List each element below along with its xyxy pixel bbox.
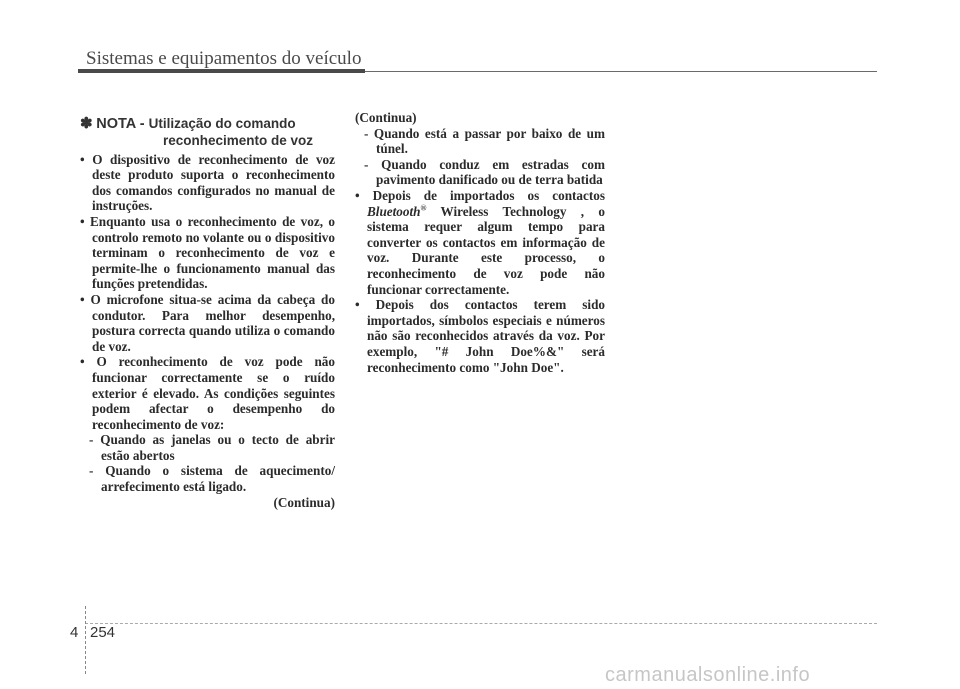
page-number-separator	[85, 606, 86, 674]
continua-label: (Continua)	[273, 494, 335, 510]
dash-item: - Quando está a passar por baixo de um túnel.	[364, 125, 605, 157]
watermark: carmanualsonline.info	[605, 664, 811, 686]
bullet-text-pre: • Depois de importados os contactos	[355, 187, 605, 203]
registered-mark: ®	[420, 203, 427, 213]
dash-item: - Quando o sistema de aquecimento/ arrefecimento está ligado.	[89, 463, 335, 495]
note-title-line2: reconhecimento de voz	[163, 132, 314, 148]
dash-item: - Quando conduz em estradas com pavimento danificado ou de terra batida	[364, 156, 605, 188]
page-number: 254	[90, 624, 116, 641]
right-column	[355, 110, 605, 375]
note-label: NOTA -	[96, 116, 149, 132]
bluetooth-term: Bluetooth	[367, 203, 421, 219]
bullet-text-post: Wireless Technology , o sistema requer algum tempo para converter os contactos em informação de voz. Durante este processo, o reconhecimento de voz pode não funcionar correctamente.	[367, 203, 605, 297]
bullet-item: • O dispositivo de reconhecimento de voz deste produto suporta o reconhecimento dos comandos configurados no manual de instruções.	[80, 151, 335, 214]
bullet-item: • Depois dos contactos terem sido importados, símbolos especiais e números não são reconhecidos através da voz. Por exemplo, "# John Doe%&" será reconhecimento como "John Doe".	[355, 297, 605, 375]
header-rule	[78, 69, 365, 73]
note-heading	[80, 116, 335, 149]
bullet-item: • O microfone situa-se acima da cabeça do condutor. Para melhor desempenho, postura correcta quando utiliza o comando de voz.	[80, 291, 335, 354]
page-header-title: Sistemas e equipamentos do veículo	[86, 48, 362, 69]
note-title-line1: Utilização do comando	[148, 116, 296, 131]
left-column	[80, 116, 335, 510]
bullet-item: • O reconhecimento de voz pode não funcionar correctamente se o ruído exterior é elevado. As condições seguintes podem afectar o desempenho do reconhecimento de voz:	[80, 354, 335, 432]
dash-item: - Quando as janelas ou o tecto de abrir estão abertos	[89, 432, 335, 463]
footer-rule	[85, 623, 877, 624]
header-rule-thin	[365, 71, 877, 72]
chapter-number: 4	[70, 624, 79, 641]
continua-label: (Continua)	[355, 110, 417, 125]
note-star-icon: ✽	[80, 115, 93, 132]
bullet-item: • Enquanto usa o reconhecimento de voz, o controlo remoto no volante ou o dispositivo terminam o reconhecimento de voz e permite-lhe o funcionamento manual das funções pretendidas.	[80, 213, 335, 292]
bullet-item	[355, 188, 605, 297]
